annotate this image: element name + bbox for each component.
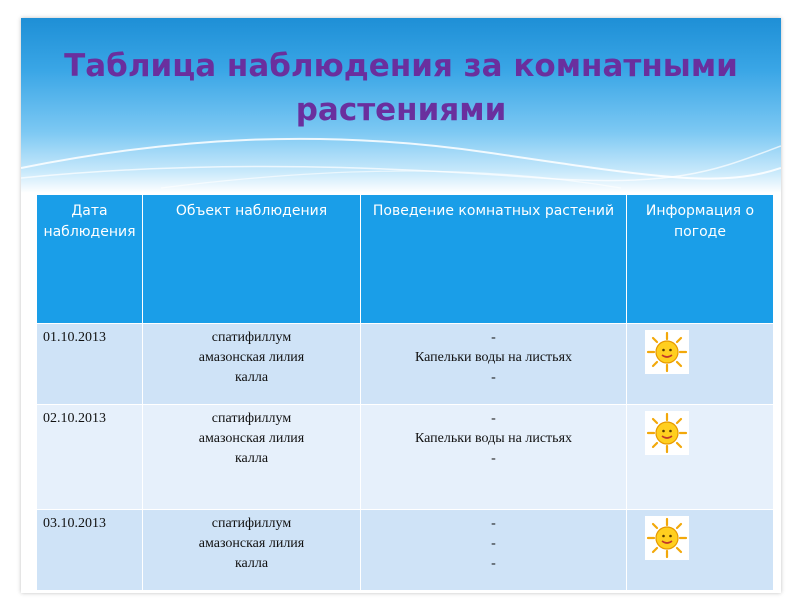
- behavior-line: -: [491, 370, 496, 385]
- cell-behavior: [361, 324, 627, 405]
- object-line: спатифиллум: [211, 411, 292, 426]
- object-line: спатифиллум: [211, 330, 292, 345]
- column-header-behavior: Поведение комнатных растений: [361, 195, 627, 324]
- cell-weather: [627, 324, 774, 405]
- sun-icon: [645, 516, 689, 560]
- cell-date: 03.10.2013: [37, 510, 143, 591]
- sun-icon: [645, 411, 689, 455]
- object-line: спатифиллум: [211, 516, 292, 531]
- cell-date: 02.10.2013: [37, 405, 143, 510]
- behavior-line: -: [491, 451, 496, 466]
- sun-icon: [645, 330, 689, 374]
- behavior-line: -: [491, 556, 496, 571]
- cell-weather: [627, 405, 774, 510]
- cell-object: [143, 324, 361, 405]
- object-line: амазонская лилия: [198, 431, 305, 446]
- column-header-date: Дата наблюдения: [37, 195, 143, 324]
- column-header-object: Объект наблюдения: [143, 195, 361, 324]
- behavior-line: -: [491, 330, 496, 345]
- cell-weather: [627, 510, 774, 591]
- object-line: калла: [234, 370, 269, 385]
- object-line: амазонская лилия: [198, 350, 305, 365]
- table-row: [37, 510, 774, 591]
- page-title: Таблица наблюдения за комнатными растениями: [64, 48, 738, 128]
- table-row: [37, 405, 774, 510]
- cell-object: [143, 405, 361, 510]
- table-header-row: [37, 195, 774, 324]
- observation-table: [36, 194, 774, 591]
- table-row: [37, 324, 774, 405]
- behavior-line: -: [491, 516, 496, 531]
- cell-object: [143, 510, 361, 591]
- object-line: амазонская лилия: [198, 536, 305, 551]
- behavior-line: Капельки воды на листьях: [414, 431, 573, 446]
- cell-behavior: [361, 510, 627, 591]
- cell-behavior: [361, 405, 627, 510]
- cell-date: 01.10.2013: [37, 324, 143, 405]
- object-line: калла: [234, 451, 269, 466]
- behavior-line: -: [491, 411, 496, 426]
- behavior-line: Капельки воды на листьях: [414, 350, 573, 365]
- column-header-weather: Информация о погоде: [627, 195, 774, 324]
- behavior-line: -: [491, 536, 496, 551]
- object-line: калла: [234, 556, 269, 571]
